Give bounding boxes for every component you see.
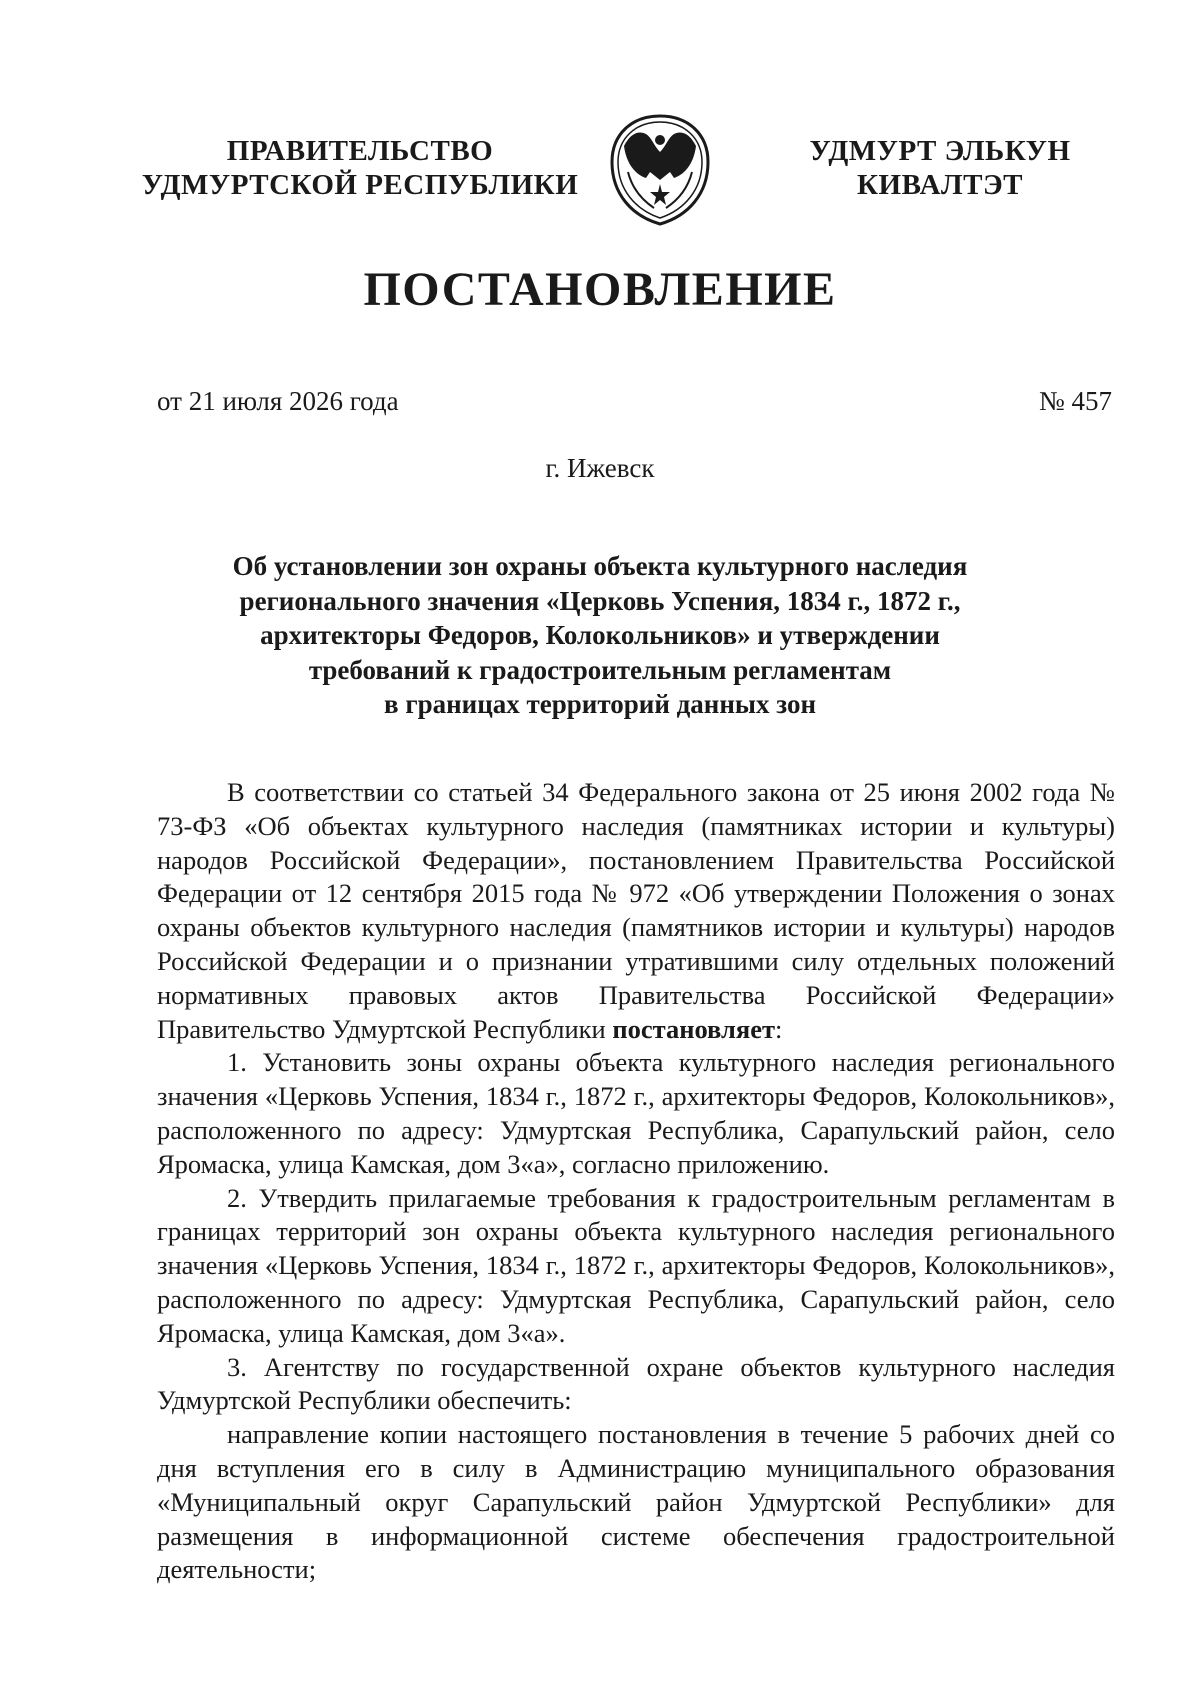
document-city: г. Ижевск — [545, 453, 655, 483]
document-subject — [200, 549, 1000, 722]
udmurt-coat-of-arms-icon — [608, 112, 712, 228]
subject-line: требований к градостроительным регламентам — [308, 654, 892, 685]
item-3-subitem: направление копии настоящего постановления в течение 5 рабочих дней со дня вступления его в силу в Администрацию муниципального образования «Муниципальный округ Сарапульский район Удмуртской Республики» для размещения в информационной системе обеспечения градостроительной деятельности; — [157, 1419, 1115, 1585]
subject-line: регионального значения «Церковь Успения, 1834 г., 1872 г., — [239, 585, 961, 616]
issuer-russian-line2: УДМУРТСКОЙ РЕСПУБЛИКИ — [141, 169, 579, 201]
issuer-udmurt — [775, 134, 1105, 202]
issuer-russian-line1: ПРАВИТЕЛЬСТВО — [226, 135, 494, 167]
decree-colon: : — [775, 1013, 783, 1044]
decree-word: постановляет — [612, 1013, 776, 1044]
issuer-udmurt-line1: УДМУРТ ЭЛЬКУН — [809, 135, 1071, 167]
document-title: ПОСТАНОВЛЕНИЕ — [363, 263, 837, 316]
document-date: от 21 июля 2026 года — [157, 386, 399, 416]
preamble-text: В соответствии со статьей 34 Федерального закона от 25 июня 2002 года № 73-ФЗ «Об объектах культурного наследия (памятниках истории и культуры) народов Российской Федерации», постановлением Правительства Российской Федерации от 12 сентября 2015 года № 972 «Об утверждении Положения о зонах охраны объектов культурного наследия (памятников истории и культуры) народов Российской Федерации и о признании утратившими силу отдельных положений нормативных правовых актов Правительства Российской Федерации» Правительство Удмуртской Республики — [157, 777, 1115, 1044]
preamble-paragraph — [157, 776, 1115, 1046]
item-1: 1. Установить зоны охраны объекта культурного наследия регионального значения «Церковь Успения, 1834 г., 1872 г., архитекторы Федоров, Колокольников», расположенного по адресу: Удмуртская Республика, Сарапульский район, село Яромаска, улица Камская, дом 3«а», согласно приложению. — [157, 1047, 1115, 1179]
item-3: 3. Агентству по государственной охране объектов культурного наследия Удмуртской Республики обеспечить: — [157, 1351, 1115, 1416]
item-2: 2. Утвердить прилагаемые требования к градостроительным регламентам в границах территорий зон охраны объекта культурного наследия регионального значения «Церковь Успения, 1834 г., 1872 г., архитекторы Федоров, Колокольников», расположенного по адресу: Удмуртская Республика, Сарапульский район, село Яромаска, улица Камская, дом 3«а». — [157, 1182, 1115, 1348]
document-body — [157, 776, 1115, 1587]
subject-line: архитекторы Федоров, Колокольников» и утверждении — [260, 620, 940, 650]
subject-line: Об установлении зон охраны объекта культурного наследия — [232, 551, 968, 581]
issuer-russian — [140, 134, 580, 202]
subject-line: в границах территорий данных зон — [384, 689, 816, 719]
issuer-udmurt-line2: КИВАЛТЭТ — [856, 169, 1023, 201]
document-number: № 457 — [1038, 386, 1112, 416]
